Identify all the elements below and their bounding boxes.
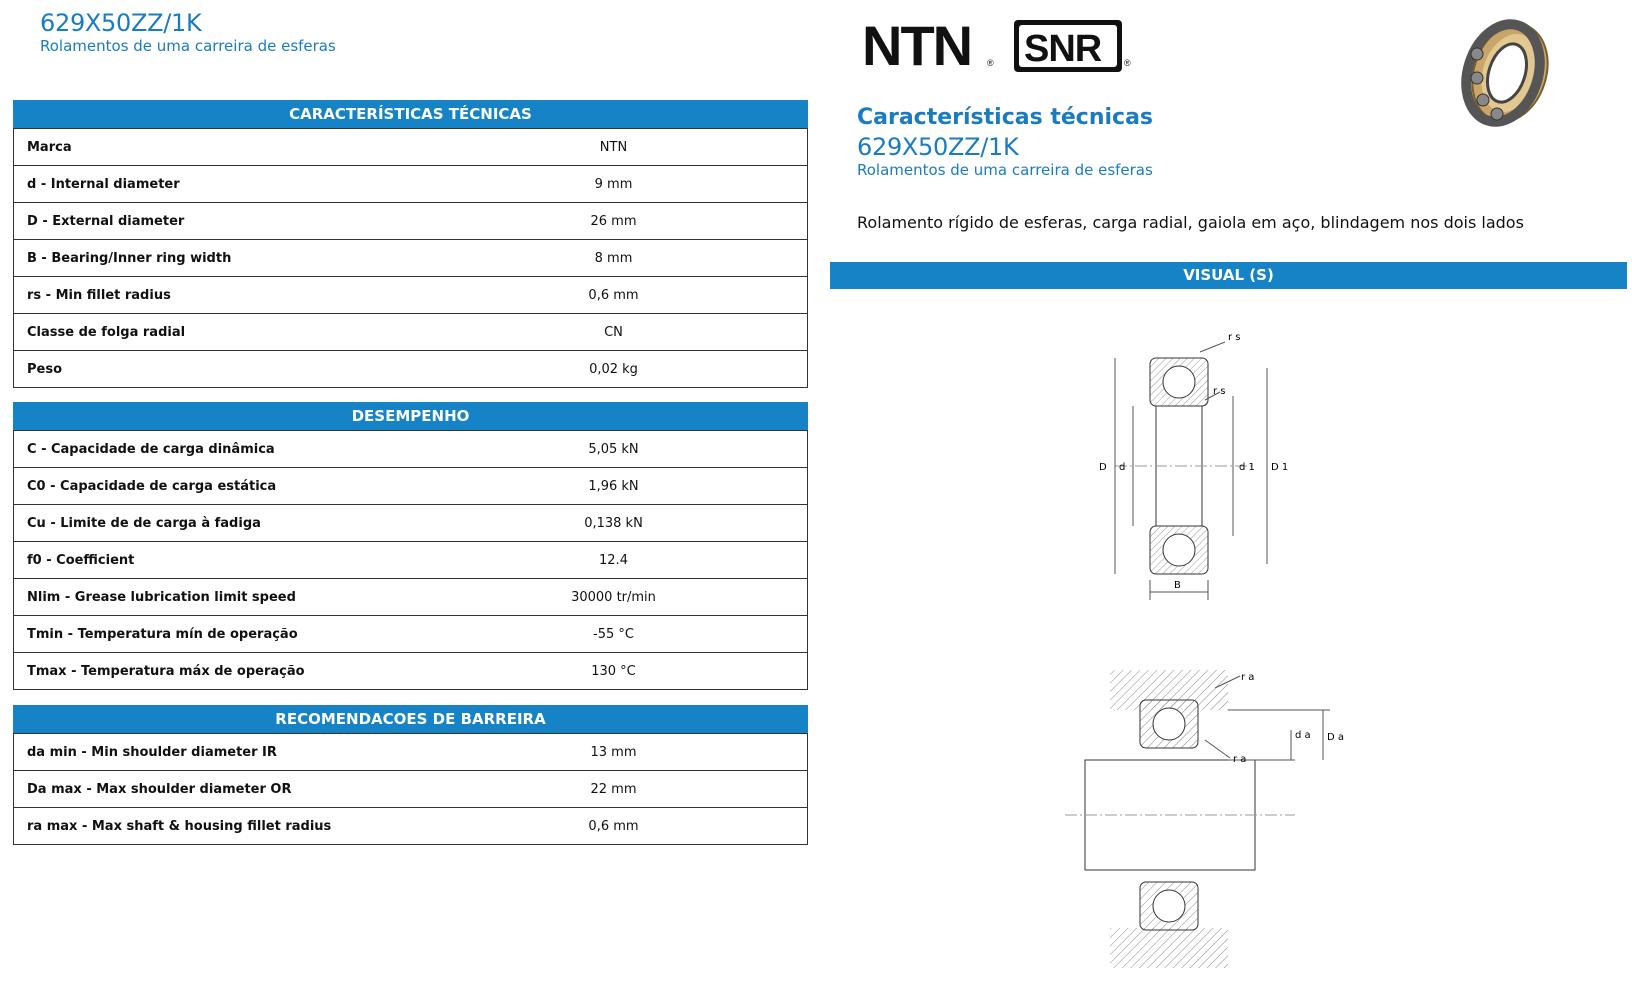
- dim-Da-label: D a: [1327, 732, 1345, 743]
- spec-label: Marca: [14, 129, 421, 166]
- spec-label: Da max - Max shoulder diameter OR: [14, 771, 421, 808]
- product-description: Rolamento rígido de esferas, carga radial, gaiola em aço, blindagem nos dois lados: [857, 213, 1524, 232]
- spec-value: 5,05 kN: [420, 431, 808, 468]
- table-row: [14, 542, 808, 579]
- dim-rs-label-inner: r s: [1213, 386, 1226, 397]
- table-row: [14, 431, 808, 468]
- spec-value: 1,96 kN: [420, 468, 808, 505]
- svg-text:®: ®: [987, 58, 994, 68]
- spec-table: [13, 128, 808, 388]
- spec-value: NTN: [420, 129, 808, 166]
- table-row: [14, 579, 808, 616]
- spec-table: [13, 430, 808, 690]
- tech-section: [13, 100, 808, 388]
- bearing-image: [1455, 18, 1555, 132]
- spec-label: f0 - Coefficient: [14, 542, 421, 579]
- dim-D1-label: D 1: [1271, 462, 1289, 473]
- table-row: [14, 351, 808, 388]
- table-row: [14, 166, 808, 203]
- right-title: Características técnicas: [857, 105, 1154, 130]
- spec-value: 8 mm: [420, 240, 808, 277]
- table-row: [14, 505, 808, 542]
- spec-label: Peso: [14, 351, 421, 388]
- spec-value: 30000 tr/min: [420, 579, 808, 616]
- table-row: [14, 129, 808, 166]
- table-row: [14, 314, 808, 351]
- table-row: [14, 734, 808, 771]
- spec-value: 0,138 kN: [420, 505, 808, 542]
- spec-value: 0,6 mm: [420, 808, 808, 845]
- spec-label: rs - Min fillet radius: [14, 277, 421, 314]
- performance-section: [13, 402, 808, 690]
- spec-value: 130 °C: [420, 653, 808, 690]
- part-number: 629X50ZZ/1K: [40, 9, 202, 37]
- spec-label: ra max - Max shaft & housing fillet radius: [14, 808, 421, 845]
- spec-label: B - Bearing/Inner ring width: [14, 240, 421, 277]
- snr-logo-text: SNR: [1024, 28, 1102, 70]
- spec-label: d - Internal diameter: [14, 166, 421, 203]
- dim-d-label: d: [1119, 462, 1126, 473]
- spec-label: Classe de folga radial: [14, 314, 421, 351]
- dim-da-label: d a: [1295, 730, 1311, 741]
- spec-value: 0,6 mm: [420, 277, 808, 314]
- table-row: [14, 771, 808, 808]
- product-subtitle: Rolamentos de uma carreira de esferas: [40, 37, 336, 55]
- spec-value: 26 mm: [420, 203, 808, 240]
- dim-ra-label-inner: r a: [1233, 754, 1247, 765]
- svg-text:®: ®: [1124, 58, 1131, 68]
- ntn-snr-logo: [862, 18, 1142, 74]
- table-row: [14, 277, 808, 314]
- spec-label: C0 - Capacidade de carga estática: [14, 468, 421, 505]
- table-row: [14, 808, 808, 845]
- spec-value: CN: [420, 314, 808, 351]
- spec-label: Cu - Limite de de carga à fadiga: [14, 505, 421, 542]
- spec-label: C - Capacidade de carga dinâmica: [14, 431, 421, 468]
- dim-d1-label: d 1: [1239, 462, 1255, 473]
- dim-B-label: B: [1174, 580, 1181, 591]
- spec-value: 22 mm: [420, 771, 808, 808]
- spec-table: [13, 733, 808, 845]
- spec-label: da min - Min shoulder diameter IR: [14, 734, 421, 771]
- ntn-logo-text: NTN: [862, 18, 972, 74]
- spec-value: 9 mm: [420, 166, 808, 203]
- section-title: RECOMENDACOES DE BARREIRA: [13, 705, 808, 733]
- visual-section-title: VISUAL (S): [830, 262, 1627, 289]
- spec-value: 0,02 kg: [420, 351, 808, 388]
- table-row: [14, 653, 808, 690]
- right-part-number: 629X50ZZ/1K: [857, 133, 1019, 161]
- table-row: [14, 240, 808, 277]
- bearing-cross-section-diagram: [1095, 330, 1295, 624]
- mounting-diagram: [1055, 670, 1345, 974]
- spec-value: -55 °C: [420, 616, 808, 653]
- spec-label: Tmin - Temperatura mín de operação: [14, 616, 421, 653]
- section-title: DESEMPENHO: [13, 402, 808, 430]
- spec-value: 12.4: [420, 542, 808, 579]
- dim-D-label: D: [1099, 462, 1107, 473]
- recommendations-section: [13, 705, 808, 845]
- brand-logos: [862, 18, 1142, 78]
- spec-value: 13 mm: [420, 734, 808, 771]
- table-row: [14, 468, 808, 505]
- spec-label: Tmax - Temperatura máx de operação: [14, 653, 421, 690]
- header: [40, 8, 336, 55]
- spec-label: D - External diameter: [14, 203, 421, 240]
- table-row: [14, 616, 808, 653]
- right-subtitle: Rolamentos de uma carreira de esferas: [857, 161, 1153, 179]
- table-row: [14, 203, 808, 240]
- dim-rs-label: r s: [1228, 332, 1241, 343]
- spec-label: Nlim - Grease lubrication limit speed: [14, 579, 421, 616]
- right-header: [857, 104, 1153, 179]
- section-title: CARACTERÍSTICAS TÉCNICAS: [13, 100, 808, 128]
- dim-ra-label: r a: [1241, 672, 1255, 683]
